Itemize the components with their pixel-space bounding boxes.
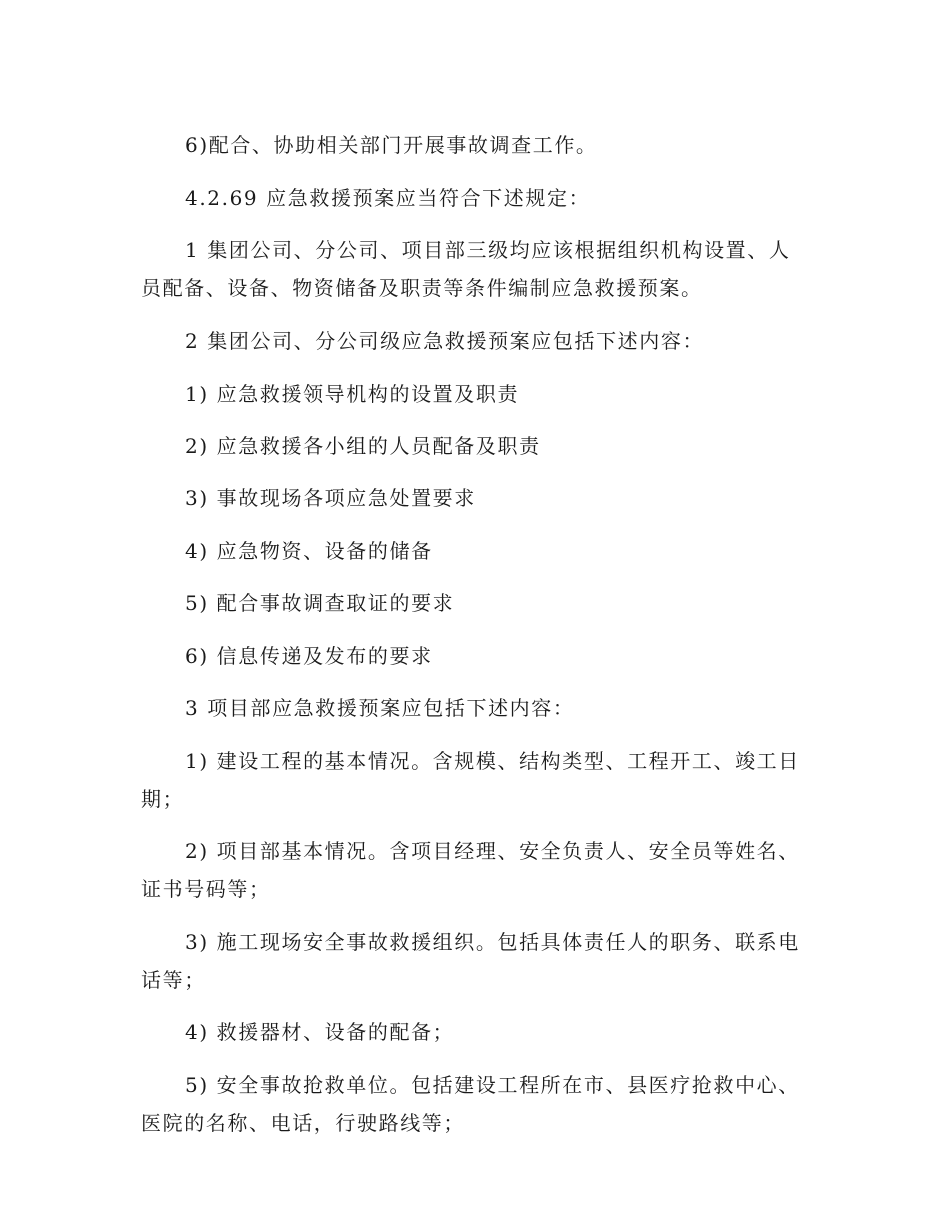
list-item-2-5: 5) 配合事故调查取证的要求 [185, 591, 455, 615]
list-item-2-1: 1) 应急救援领导机构的设置及职责 [185, 382, 520, 406]
list-item-2-4: 4) 应急物资、设备的储备 [185, 539, 433, 563]
section-heading-4-2-69: 4.2.69 应急救援预案应当符合下述规定： [185, 186, 591, 210]
list-item-3-5: 5) 安全事故抢救单位。包括建设工程所在市、县医疗抢救中心、医院的名称、电话，行驶路线等； [141, 1073, 800, 1135]
list-item-3-3: 3) 施工现场安全事故救援组织。包括具体责任人的职务、联系电话等； [141, 930, 800, 992]
paragraph-clause-1: 1 集团公司、分公司、项目部三级均应该根据组织机构设置、人员配备、设备、物资储备及职责等条件编制应急救援预案。 [141, 238, 791, 300]
paragraph-clause-2: 2 集团公司、分公司级应急救援预案应包括下述内容： [185, 329, 705, 353]
list-item-3-2: 2) 项目部基本情况。含项目经理、安全负责人、安全员等姓名、证书号码等； [141, 839, 800, 901]
list-item-3-4: 4) 救援器材、设备的配备； [185, 1020, 455, 1044]
list-item-3-1: 1) 建设工程的基本情况。含规模、结构类型、工程开工、竣工日期； [141, 749, 800, 811]
paragraph-item-6-investigation: 6)配合、协助相关部门开展事故调查工作。 [185, 133, 598, 157]
list-item-2-6: 6) 信息传递及发布的要求 [185, 644, 433, 668]
list-item-2-2: 2) 应急救援各小组的人员配备及职责 [185, 434, 541, 458]
list-item-2-3: 3) 事故现场各项应急处置要求 [185, 486, 476, 510]
paragraph-clause-3: 3 项目部应急救援预案应包括下述内容： [185, 696, 575, 720]
